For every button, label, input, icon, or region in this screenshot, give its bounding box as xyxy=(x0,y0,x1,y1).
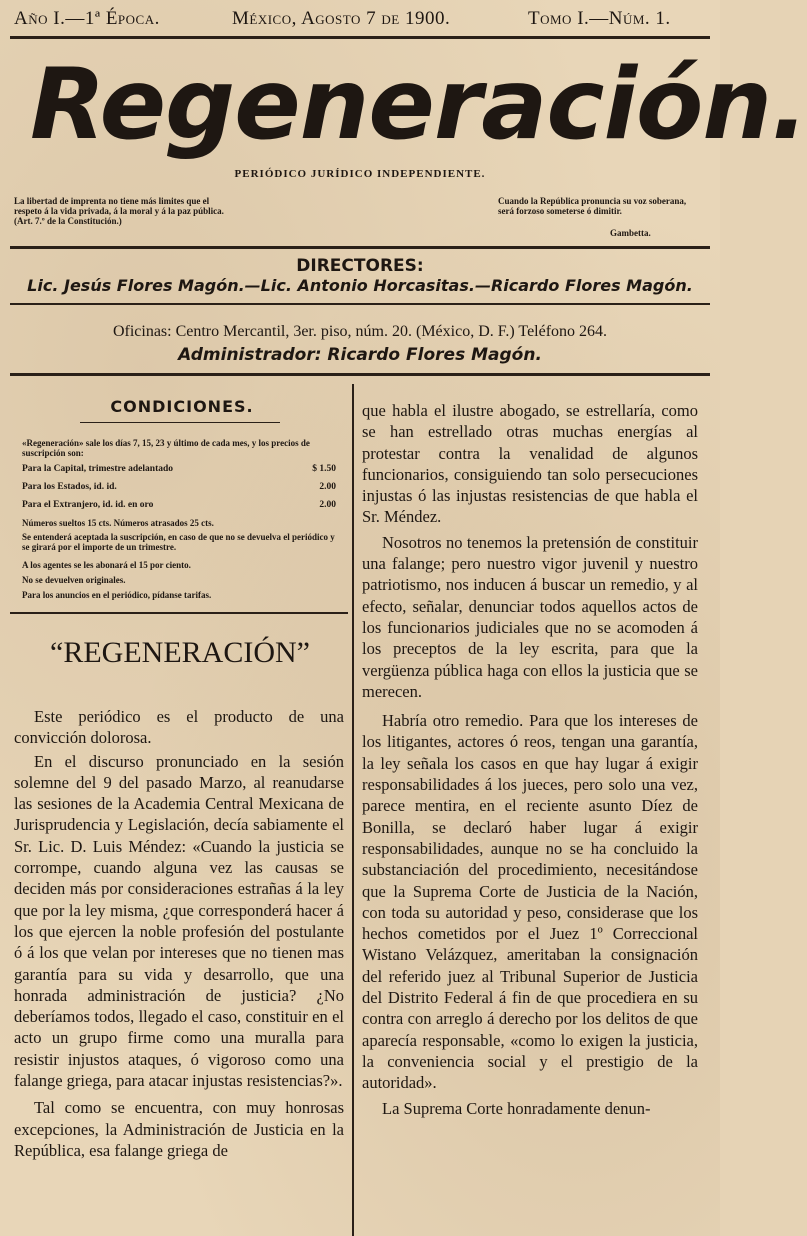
article-paragraph: Nosotros no tenemos la pretensión de constituir una falange; pero nuestro vigor juvenil y nuestro patriotismo, nos inducen á buscar un remedio, y al efecto, señalar, denunciar todos aquellos actos de los funcionarios judiciales que no se acomoden á los preceptos de la ley escrita, para que la vergüenza pública haga con ellos la justicia que se merecen. xyxy=(362,532,698,701)
rate-row: Para los Estados, id. id. 2.00 xyxy=(22,482,336,492)
conditions-note: Números sueltos 15 cts. Números atrasados 25 cts. xyxy=(22,518,214,528)
epigraph-right: Cuando la República pronuncia su voz soberana, será forzoso someterse ó dimitir. xyxy=(498,196,687,216)
offices-address: Oficinas: Centro Mercantil, 3er. piso, núm. 20. (México, D. F.) Teléfono 264. xyxy=(112,323,608,340)
article-paragraph: Este periódico es el producto de una convicción dolorosa. xyxy=(14,707,344,748)
rule-conditions-bottom xyxy=(10,612,348,614)
conditions-note: Para los anuncios en el periódico, pídanse tarifas. xyxy=(22,590,212,600)
rule-masthead-bottom xyxy=(10,246,710,249)
rule-directors xyxy=(10,303,710,305)
article-paragraph: En el discurso pronunciado en la sesión solemne del 9 del pasado Marzo, al reanudarse las sesiones de la Academia Central Mexicana de Jurisprudencia y Legislación, decía sabiamente el Sr. Lic. D. Luis Méndez: «Cuando la justicia se corrompe, cuando alguna vez las causas se deciden más por consideraciones estrañas á la ley que por la ley misma, ¿que corresponderá hacer á los que ejercen la noble profesión del postulante ó á los que velan por intereses que no tienen mas garantía para su vida y desarrollo, que una honrada administración de justicia? ¿No deberíamos todos, llegado el caso, constituir en el acto un grupo firme como una muralla para resistir injustos ataques, ó vigoroso como una falange griega, para atacar injustas resistencias?». xyxy=(14,751,344,1091)
directors-names: Lic. Jesús Flores Magón.—Lic. Antonio Horcasitas.—Ricardo Flores Magón. xyxy=(27,276,693,295)
masthead-year-epoch: Año I.—1ª Época. xyxy=(14,8,160,29)
article-paragraph: Tal como se encuentra, con muy honrosas excepciones, la Administración de Justicia en la República, esa falange griega de xyxy=(14,1098,344,1160)
article-paragraph: Habría otro remedio. Para que los intereses de los litigantes, actores ó reos, tengan una garantía, la ley señala los casos en que hay lugar á exigir responsabilidades á los jueces, pero solo una vez, parece mentira, en el reciente asunto Díez de Bonilla, se declaró haber lugar á exigir responsabilidades, aunque no se ha concluido la substanciación del procedimiento, necesitándose que la Suprema Corte de Justicia de la Nación, con toda su autoridad y peso, considerase que los hechos cometidos por el Juez 1º Correccional Wistano Velázquez, ameritaban la consignación del referido juez al Tribunal Superior de Justicia del Distrito Federal á fin de que procediera en su contra con arreglo á derecho por los delitos de que aparecía responsable, «como lo exigen la justicia, la conveniencia social y el prestigio de la autoridad». xyxy=(362,711,698,1093)
directors-heading: DIRECTORES: xyxy=(296,256,424,276)
rule-top xyxy=(10,36,710,39)
conditions-note: No se devuelven originales. xyxy=(22,575,126,585)
rate-row: Para el Extranjero, id. id. en oro 2.00 xyxy=(22,500,336,510)
article-title: “REGENERACIÓN” xyxy=(50,636,310,669)
article-right-column xyxy=(362,400,698,1119)
masthead-date: México, Agosto 7 de 1900. xyxy=(232,8,451,29)
epigraph-left: La libertad de imprenta no tiene más limites que el respeto á la vida privada, á la moral y á la paz pública. (Art. 7.º de la Constitución.) xyxy=(14,196,224,226)
conditions-heading-rule xyxy=(80,422,280,423)
conditions-heading: CONDICIONES. xyxy=(110,397,254,416)
masthead-volume-number: Tomo I.—Núm. 1. xyxy=(528,8,671,29)
rule-offices xyxy=(10,373,710,376)
column-divider xyxy=(352,384,354,1236)
masthead-subtitle: PERIÓDICO JURÍDICO INDEPENDIENTE. xyxy=(234,168,486,180)
epigraph-right-author: Gambetta. xyxy=(610,228,651,238)
administrator: Administrador: Ricardo Flores Magón. xyxy=(178,345,542,365)
rate-row: Para la Capital, trimestre adelantado $ 1.50 xyxy=(22,464,336,474)
article-paragraph: que habla el ilustre abogado, se estrellaría, como se han estrellado otras muchas energías al protestar contra la venalidad de algunos funcionarios, consiguiendo tan solo persecuciones injustas ó las injustas resistencias de que habla el Sr. Méndez. xyxy=(362,401,698,527)
conditions-note: A los agentes se les abonará el 15 por ciento. xyxy=(22,560,191,570)
article-left-column xyxy=(14,706,344,1161)
masthead-title: Regeneración. xyxy=(30,48,807,162)
article-paragraph: La Suprema Corte honradamente denun- xyxy=(382,1098,651,1118)
conditions-intro: «Regeneración» sale los días 7, 15, 23 y último de cada mes, y los precios de suscripción son: xyxy=(22,438,310,458)
conditions-note: Se entenderá aceptada la suscripción, en caso de que no se devuelva el periódico y se girará por el importe de un trimestre. xyxy=(22,532,335,552)
